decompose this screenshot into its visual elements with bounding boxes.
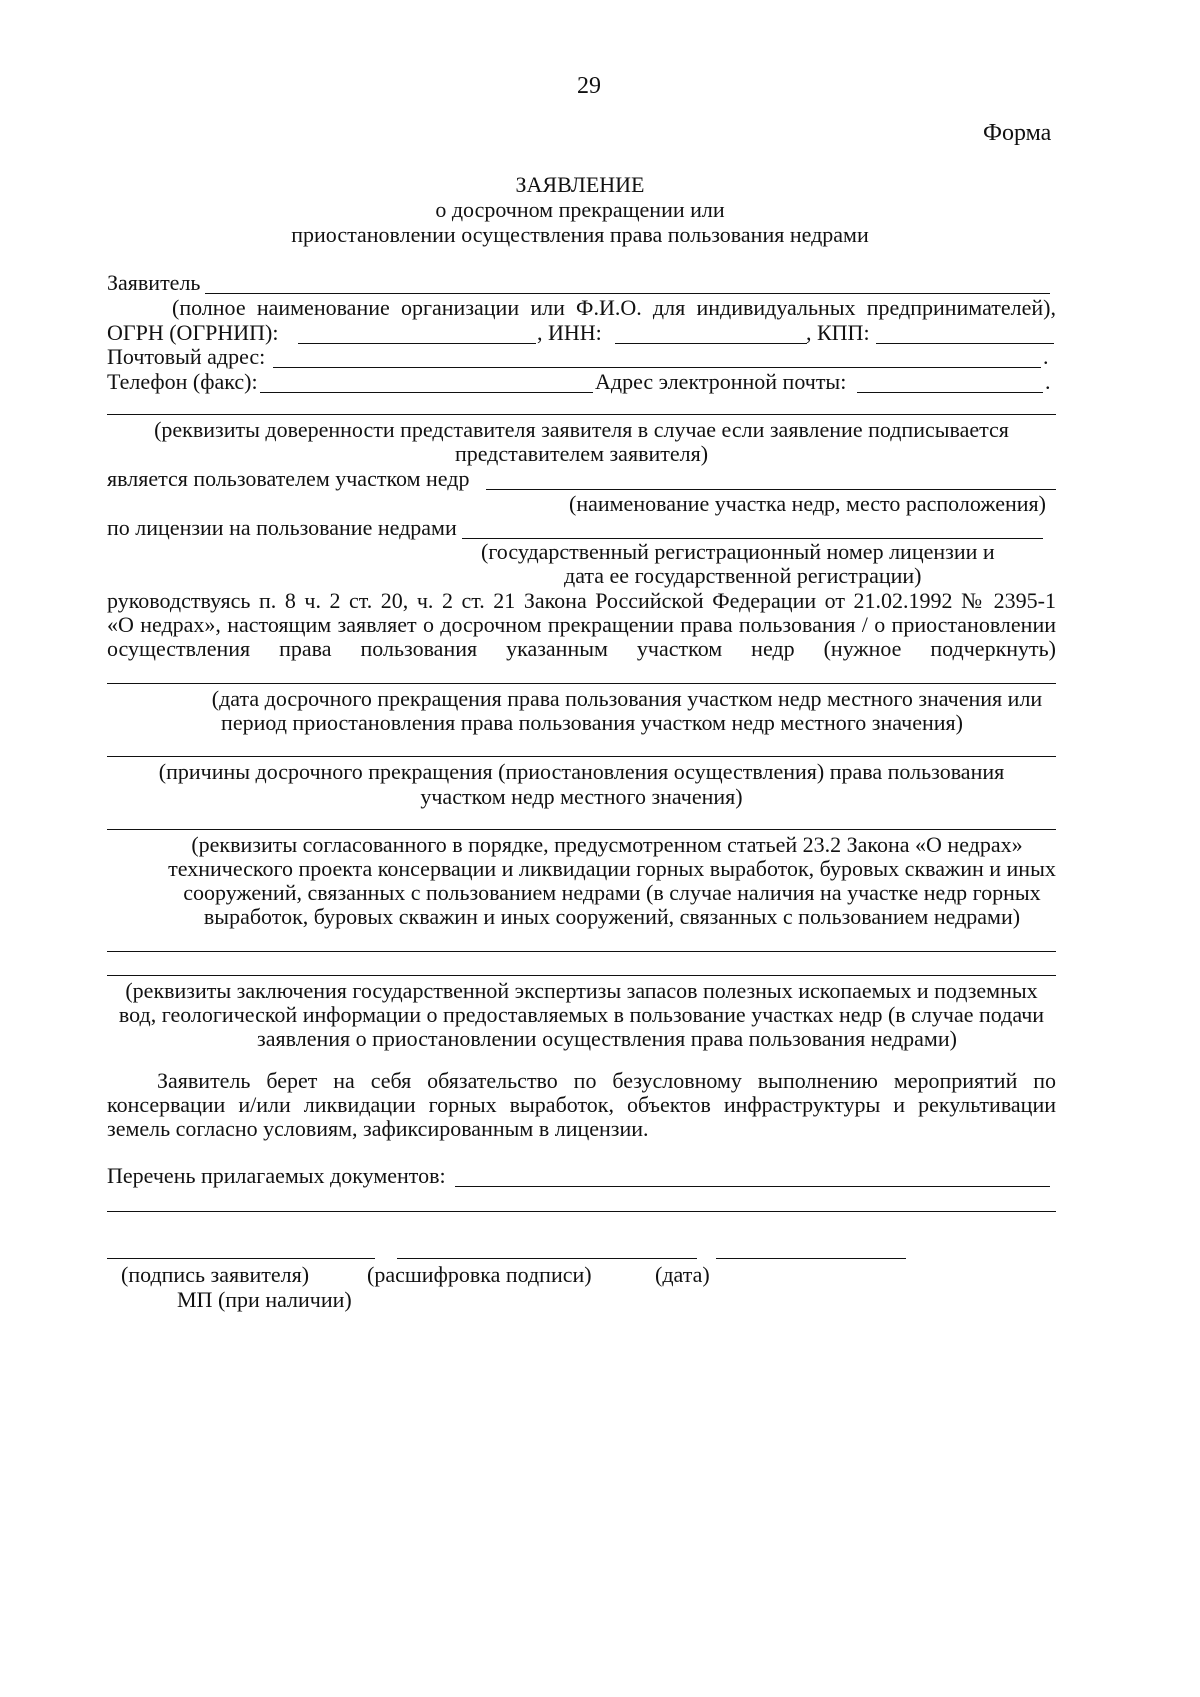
representative-hint-1: (реквизиты доверенности представителя заявителя в случае если заявление подписывается — [154, 417, 1009, 442]
email-field[interactable] — [857, 392, 1043, 393]
ogrn-field[interactable] — [298, 343, 536, 344]
reasons-hint-1: (причины досрочного прекращения (приостановления осуществления) права пользования — [158, 759, 1005, 784]
site-hint: (наименование участка недр, место расположения) — [569, 491, 1046, 516]
email-end: . — [1045, 369, 1051, 394]
applicant-label: Заявитель — [107, 270, 201, 295]
form-label: Форма — [983, 120, 1052, 146]
expertise-field[interactable] — [107, 975, 1056, 976]
license-hint-2: дата ее государственной регистрации) — [564, 563, 922, 588]
project-hint-3: сооружений, связанных с пользованием недрами (в случае наличия на участке недр горных — [183, 880, 1041, 905]
inn-label: , ИНН: — [537, 320, 602, 345]
inn-field[interactable] — [615, 343, 807, 344]
obligation-line-1: Заявитель берет на себя обязательство по безусловному выполнению мероприятий по — [157, 1068, 1056, 1093]
title-main: ЗАЯВЛЕНИЕ — [515, 172, 645, 197]
representative-field[interactable] — [107, 414, 1056, 415]
signature-decode-label: (расшифровка подписи) — [367, 1262, 592, 1287]
project-field[interactable] — [107, 829, 1056, 830]
page-number: 29 — [577, 73, 601, 99]
attachments-label: Перечень прилагаемых документов: — [107, 1163, 446, 1188]
postal-label: Почтовый адрес: — [107, 344, 266, 369]
attachments-field[interactable] — [455, 1186, 1050, 1187]
representative-hint-2: представителем заявителя) — [454, 441, 709, 466]
postal-end: . — [1043, 344, 1049, 369]
license-hint-1: (государственный регистрационный номер лицензии и — [481, 539, 995, 564]
expertise-hint-3: заявления о приостановлении осуществления права пользования недрами) — [257, 1026, 957, 1051]
title-line-2: о досрочном прекращении или — [435, 197, 725, 222]
obligation-line-2: консервации и/или ликвидации горных выработок, объектов инфраструктуры и рекультивации — [107, 1092, 1056, 1117]
phone-field[interactable] — [260, 392, 593, 393]
reasons-hint-2: участком недр местного значения) — [420, 784, 743, 809]
signature-decode-field[interactable] — [397, 1258, 697, 1259]
phone-label: Телефон (факс): — [107, 369, 258, 394]
project-hint-4: выработок, буровых скважин и иных сооружений, связанных с пользованием недрами) — [203, 904, 1021, 929]
attachments-field-2[interactable] — [107, 1211, 1056, 1212]
date-hint-1: (дата досрочного прекращения права пользования участком недр местного значения или — [211, 686, 1043, 711]
stamp-label: МП (при наличии) — [177, 1287, 352, 1312]
reasons-field[interactable] — [107, 756, 1056, 757]
date-field[interactable] — [107, 683, 1056, 684]
expertise-hint-1: (реквизиты заключения государственной экспертизы запасов полезных ископаемых и подземных — [125, 978, 1038, 1003]
site-label: является пользователем участком недр — [107, 466, 470, 491]
date-hint-2: период приостановления права пользования участком недр местного значения) — [221, 710, 963, 735]
postal-field[interactable] — [273, 367, 1041, 368]
kpp-field[interactable] — [876, 343, 1054, 344]
signature-label: (подпись заявителя) — [121, 1262, 310, 1287]
project-hint-1: (реквизиты согласованного в порядке, предусмотренном статьей 23.2 Закона «О недрах» — [191, 832, 1023, 857]
statement-line-3: осуществления права пользования указанным участком недр (нужное подчеркнуть) — [107, 636, 1056, 661]
kpp-label: , КПП: — [806, 320, 870, 345]
date-sign-label: (дата) — [655, 1262, 710, 1287]
date-sign-field[interactable] — [716, 1258, 906, 1259]
applicant-hint: (полное наименование организации или Ф.И.О. для индивидуальных предпринимателей), — [172, 295, 1056, 320]
email-label: Адрес электронной почты: — [595, 369, 847, 394]
site-field[interactable] — [486, 489, 1056, 490]
obligation-line-3: земель согласно условиям, зафиксированным в лицензии. — [107, 1116, 649, 1141]
statement-line-1: руководствуясь п. 8 ч. 2 ст. 20, ч. 2 ст. 21 Закона Российской Федерации от 21.02.1992 № 2395-1 — [107, 588, 1056, 613]
expertise-hint-2: вод, геологической информации о предоставляемых в пользование участках недр (в случае подачи — [118, 1002, 1045, 1027]
project-extra-field[interactable] — [107, 951, 1056, 952]
applicant-field[interactable] — [205, 293, 1050, 294]
signature-field[interactable] — [107, 1258, 375, 1259]
statement-line-2: «О недрах», настоящим заявляет о досрочном прекращении права пользования / о приостановлении — [107, 612, 1056, 637]
project-hint-2: технического проекта консервации и ликвидации горных выработок, буровых скважин и иных — [168, 856, 1056, 881]
license-label: по лицензии на пользование недрами — [107, 515, 457, 540]
ogrn-label: ОГРН (ОГРНИП): — [107, 320, 279, 345]
title-line-3: приостановлении осуществления права пользования недрами — [291, 222, 869, 247]
